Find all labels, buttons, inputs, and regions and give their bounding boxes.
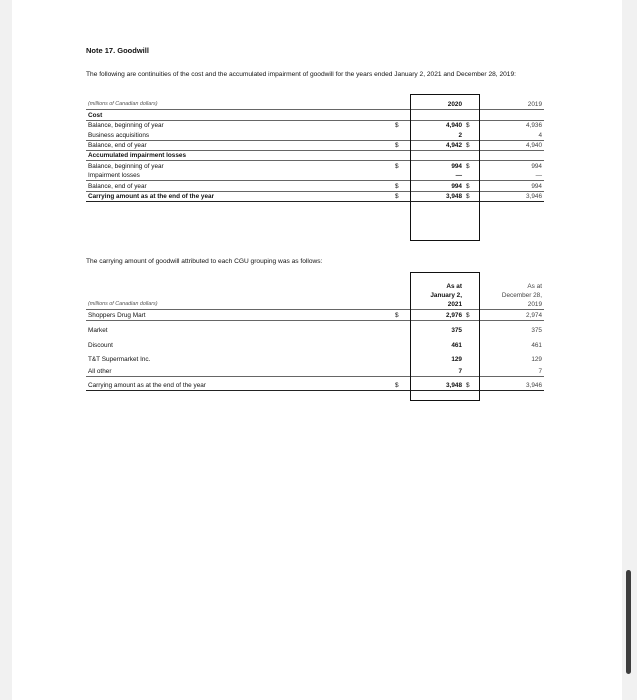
table-row: Balance, end of year $ 4,942 $ 4,940 bbox=[88, 141, 542, 149]
column-header-dec-2019: December 28, 2019 bbox=[490, 291, 544, 310]
column-header-as-at-1: As at bbox=[446, 283, 462, 291]
table-header-row bbox=[86, 100, 544, 110]
table-row: T&T Supermarket Inc. 129 129 bbox=[88, 356, 542, 364]
column-header-as-at-2: As at bbox=[527, 283, 542, 291]
cgu-goodwill-table bbox=[86, 282, 544, 391]
table-row: Discount 461 461 bbox=[88, 342, 542, 350]
vertical-scrollbar[interactable] bbox=[626, 570, 631, 674]
unit-label: (millions of Canadian dollars) bbox=[86, 100, 393, 110]
column-header-jan-2021: January 2, 2021 bbox=[417, 291, 464, 310]
table-row: Business acquisitions 2 4 bbox=[88, 131, 542, 139]
table-header-row bbox=[86, 282, 544, 291]
table-total-row: Carrying amount as at the end of the year $ 3,948 $ 3,946 bbox=[86, 376, 544, 390]
note-intro: The following are continuities of the cost and the accumulated impairment of goodwill for the years ended January 2, 2021 and December 28, 2019: bbox=[86, 71, 516, 78]
unit-label: (millions of Canadian dollars) bbox=[86, 291, 393, 310]
cgu-intro: The carrying amount of goodwill attributed to each CGU grouping was as follows: bbox=[86, 258, 323, 265]
table-row: Balance, beginning of year $ 4,940 $ 4,936 bbox=[88, 122, 542, 130]
table-row: Accumulated impairment losses bbox=[86, 150, 544, 160]
table-total-row: Carrying amount as at the end of the year $ 3,948 $ 3,946 bbox=[88, 192, 542, 200]
note-title: Note 17. Goodwill bbox=[86, 46, 149, 55]
table-row: Shoppers Drug Mart $ 2,976 $ 2,974 bbox=[88, 311, 542, 319]
table-row: Balance, beginning of year $ 994 $ 994 bbox=[88, 162, 542, 170]
column-header-2019: 2019 bbox=[490, 100, 544, 110]
table-row: All other 7 7 bbox=[86, 364, 544, 376]
column-header-2020: 2020 bbox=[417, 100, 464, 110]
table-row: Market 375 375 bbox=[88, 327, 542, 335]
table-row: Cost bbox=[86, 110, 544, 120]
table-header-row bbox=[86, 291, 544, 310]
table-row: Balance, end of year $ 994 $ 994 bbox=[88, 182, 542, 190]
table-row: Impairment losses — — bbox=[88, 172, 542, 180]
goodwill-continuity-table bbox=[86, 100, 544, 202]
